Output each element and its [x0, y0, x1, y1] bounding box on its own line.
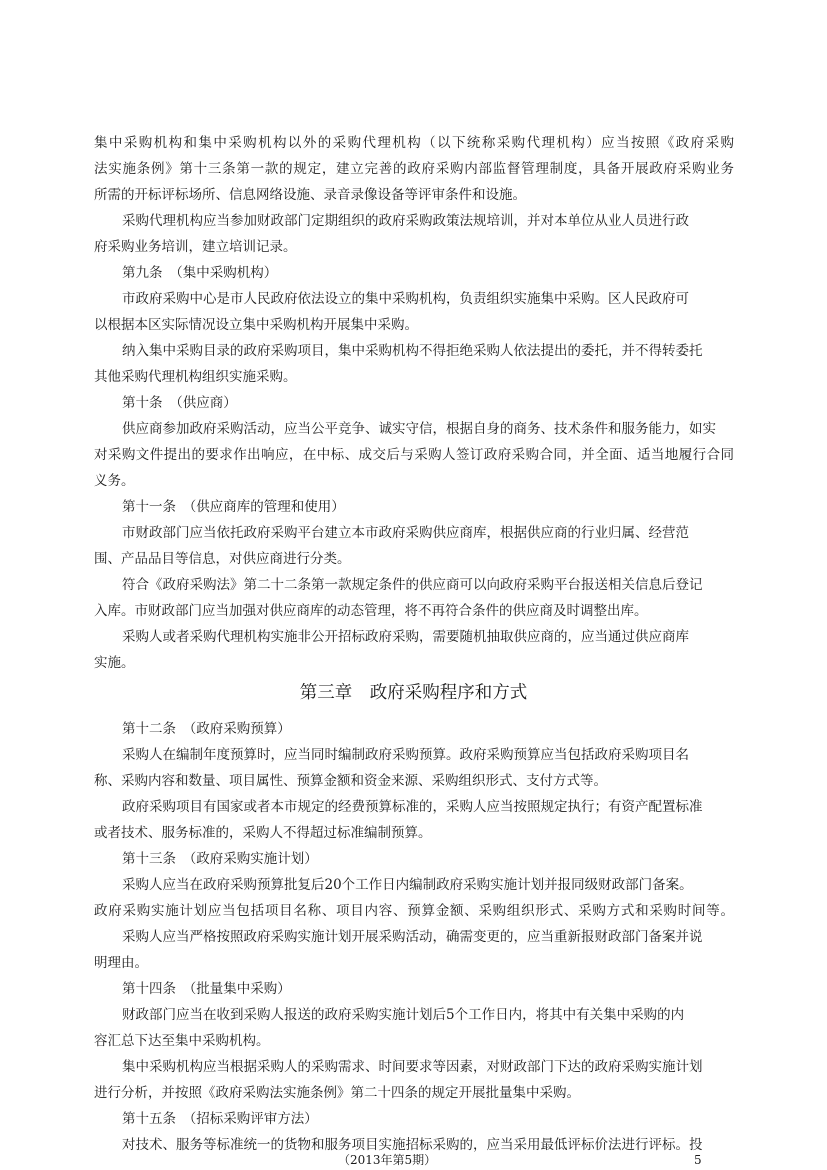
- text-line: 集中采购机构和集中采购机构以外的采购代理机构（以下统称采购代理机构）应当按照《政府采购: [94, 135, 734, 151]
- text-line: 进行分析，并按照《政府采购法实施条例》第二十四条的规定开展批量集中采购。: [94, 1085, 580, 1101]
- text-line: 围、产品品目等信息，对供应商进行分类。: [94, 551, 351, 567]
- footer-issue: （2013年第5期）: [338, 1153, 437, 1167]
- text-line: 府采购业务培训，建立培训记录。: [94, 239, 297, 255]
- text-line: 所需的开标评标场所、信息网络设施、录音录像设备等评审条件和设施。: [94, 187, 526, 203]
- text-line: 称、采购内容和数量、项目属性、预算金额和资金来源、采购组织形式、支付方式等。: [94, 773, 607, 789]
- text-line: 实施。: [94, 655, 135, 671]
- article-heading: 第十条 （供应商）: [122, 395, 237, 411]
- article-heading: 第十五条 （招标采购评审方法）: [122, 1111, 318, 1127]
- chapter-title: 第三章 政府采购程序和方式: [299, 683, 528, 703]
- text-line: 对技术、服务等标准统一的货物和服务项目实施招标采购的，应当采用最低评标价法进行评标。投: [122, 1137, 703, 1153]
- text-line: 以根据本区实际情况设立集中采购机构开展集中采购。: [94, 317, 418, 333]
- article-heading: 第十三条 （政府采购实施计划）: [122, 851, 318, 867]
- text-line: 集中采购机构应当根据采购人的采购需求、时间要求等因素，对财政部门下达的政府采购实施计划: [122, 1059, 703, 1075]
- text-line: 采购人或者采购代理机构实施非公开招标政府采购，需要随机抽取供应商的，应当通过供应商库: [122, 629, 689, 645]
- text-line: 对采购文件提出的要求作出响应，在中标、成交后与采购人签订政府采购合同，并全面、适当地履行合同: [94, 447, 734, 463]
- text-line: 采购人在编制年度预算时，应当同时编制政府采购预算。政府采购预算应当包括政府采购项目名: [122, 747, 689, 763]
- text-line: 其他采购代理机构组织实施采购。: [94, 369, 297, 385]
- text-line: 符合《政府采购法》第二十二条第一款规定条件的供应商可以向政府采购平台报送相关信息后登记: [122, 577, 703, 593]
- text-line: 市政府采购中心是市人民政府依法设立的集中采购机构，负责组织实施集中采购。区人民政府可: [122, 291, 689, 307]
- text-line: 财政部门应当在收到采购人报送的政府采购实施计划后5个工作日内，将其中有关集中采购的内: [122, 1007, 685, 1023]
- text-line: 容汇总下达至集中采购机构。: [94, 1033, 270, 1049]
- article-heading: 第十四条 （批量集中采购）: [122, 981, 291, 997]
- text-line: 供应商参加政府采购活动，应当公平竞争、诚实守信，根据自身的商务、技术条件和服务能力，如实: [122, 421, 716, 437]
- text-line: 义务。: [94, 473, 135, 489]
- footer-page-number: 5: [694, 1153, 702, 1167]
- text-line: 法实施条例》第十三条第一款的规定，建立完善的政府采购内部监督管理制度，具备开展政府采购业务: [94, 161, 734, 177]
- text-line: 采购人应当严格按照政府采购实施计划开展采购活动，确需变更的，应当重新报财政部门备案并说: [122, 929, 703, 945]
- text-line: 入库。市财政部门应当加强对供应商库的动态管理，将不再符合条件的供应商及时调整出库。: [94, 603, 648, 619]
- article-heading: 第九条 （集中采购机构）: [122, 265, 278, 281]
- text-line: 采购代理机构应当参加财政部门定期组织的政府采购政策法规培训，并对本单位从业人员进行政: [122, 213, 689, 229]
- text-line: 纳入集中采购目录的政府采购项目，集中采购机构不得拒绝采购人依法提出的委托，并不得转委托: [122, 343, 703, 359]
- text-line: 明理由。: [94, 955, 148, 971]
- text-line: 或者技术、服务标准的，采购人不得超过标准编制预算。: [94, 825, 432, 841]
- text-line: 采购人应当在政府采购预算批复后20个工作日内编制政府采购实施计划并报同级财政部门备案。: [122, 877, 693, 893]
- text-line: 政府采购项目有国家或者本市规定的经费预算标准的，采购人应当按照规定执行；有资产配置标准: [122, 799, 703, 815]
- article-heading: 第十二条 （政府采购预算）: [122, 721, 291, 737]
- text-line: 政府采购实施计划应当包括项目名称、项目内容、预算金额、采购组织形式、采购方式和采购时间等。: [94, 903, 734, 919]
- article-heading: 第十一条 （供应商库的管理和使用）: [122, 499, 345, 515]
- text-line: 市财政部门应当依托政府采购平台建立本市政府采购供应商库，根据供应商的行业归属、经营范: [122, 525, 689, 541]
